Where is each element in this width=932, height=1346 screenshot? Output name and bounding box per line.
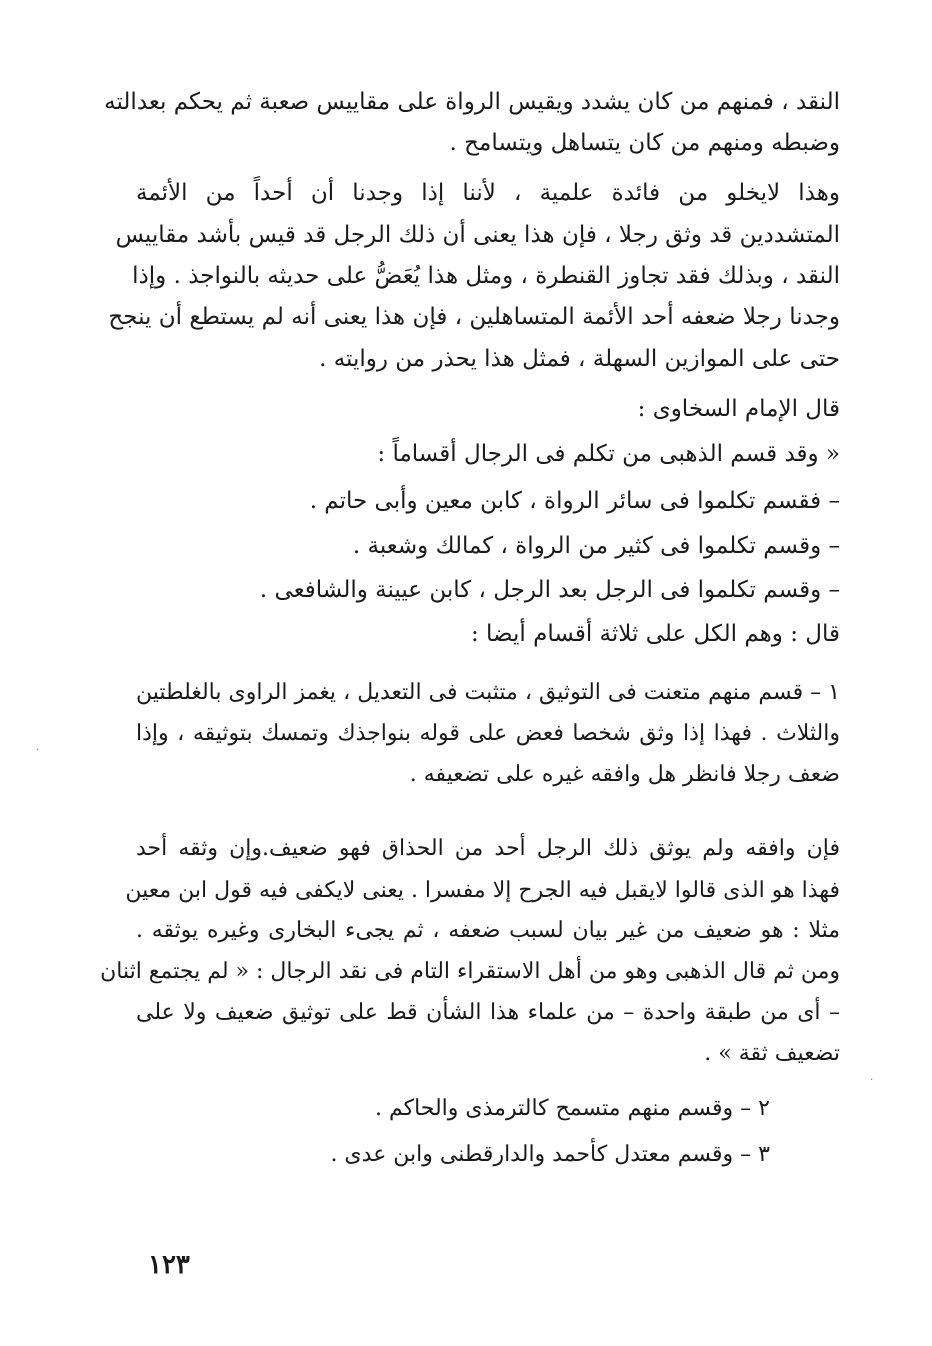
text-line: المتشددين قد وثق رجلا ، فإن هذا يعنى أن ذلك الرجل قد قيس بأشد مقاييس: [115, 222, 840, 248]
margin-speck: ·: [36, 745, 40, 756]
page-number: ١٢٣: [148, 1250, 190, 1280]
text-line: مثلا : هو ضعيف من غير بيان لسبب ضعفه ، ثم يجىء البخارى وغيره يوثقه .: [136, 918, 840, 943]
text-line: ٢ – وقسم منهم متسمح كالترمذى والحاكم .: [374, 1096, 770, 1121]
quote-intro: قال الإمام السخاوى :: [637, 396, 840, 422]
text-line: حتى على الموازين السهلة ، فمثل هذا يحذر من روايته .: [319, 346, 840, 372]
quote-line: – فقسم تكلموا فى سائر الرواة ، كابن معين وأبى حاتم .: [309, 488, 840, 514]
text-line: النقد ، وبذلك فقد تجاوز القنطرة ، ومثل هذا يُعَضُّ على حديثه بالنواجذ . وإذا: [132, 263, 840, 289]
margin-speck: ·: [870, 1075, 874, 1086]
text-line: والثلاث . فهذا إذا وثق شخصا فعض على قوله بنواجذك وتمسك بتوثيقه ، وإذا: [136, 721, 840, 746]
text-line: ومن ثم قال الذهبى وهو من أهل الاستقراء التام فى نقد الرجال : « لم يجتمع اثنان: [100, 959, 840, 984]
text-line: وجدنا رجلا ضعفه أحد الأئمة المتساهلين ، فإن هذا يعنى أنه لم يستطع أن ينجح: [108, 304, 840, 330]
text-line: ٣ – وقسم معتدل كأحمد والدارقطنى وابن عدى .: [330, 1142, 770, 1167]
quote-line: « وقد قسم الذهبى من تكلم فى الرجال أقساماً :: [377, 441, 840, 467]
text-line: تضعيف ثقة » .: [704, 1041, 840, 1066]
text-line: فهذا هو الذى قالوا لايقبل فيه الجرح إلا مفسرا . يعنى لايكفى فيه قول ابن معين: [125, 878, 840, 903]
text-line: وهذا لايخلو من فائدة علمية ، لأننا إذا وجدنا أن أحداً من الأئمة: [136, 180, 840, 206]
text-line: فإن وافقه ولم يوثق ذلك الرجل أحد من الحذاق فهو ضعيف.وإن وثقه أحد: [136, 836, 840, 861]
text-line: وضبطه ومنهم من كان يتساهل ويتسامح .: [449, 130, 840, 156]
text-line: النقد ، فمنهم من كان يشدد ويقيس الرواة على مقاييس صعبة ثم يحكم بعدالته: [104, 89, 840, 115]
quote-line: قال : وهم الكل على ثلاثة أقسام أيضا :: [470, 621, 840, 647]
quote-line: – وقسم تكلموا فى الرجل بعد الرجل ، كابن عيينة والشافعى .: [259, 577, 840, 603]
text-line: ١ – قسم منهم متعنت فى التوثيق ، متثبت فى التعديل ، يغمز الراوى بالغلطتين: [136, 680, 840, 705]
quote-line: – وقسم تكلموا فى كثير من الرواة ، كمالك وشعبة .: [352, 533, 840, 559]
text-line: ضعف رجلا فانظر هل وافقه غيره على تضعيفه .: [409, 762, 840, 787]
text-line: – أى من طبقة واحدة – من علماء هذا الشأن قط على توثيق ضعيف ولا على: [136, 1000, 840, 1025]
